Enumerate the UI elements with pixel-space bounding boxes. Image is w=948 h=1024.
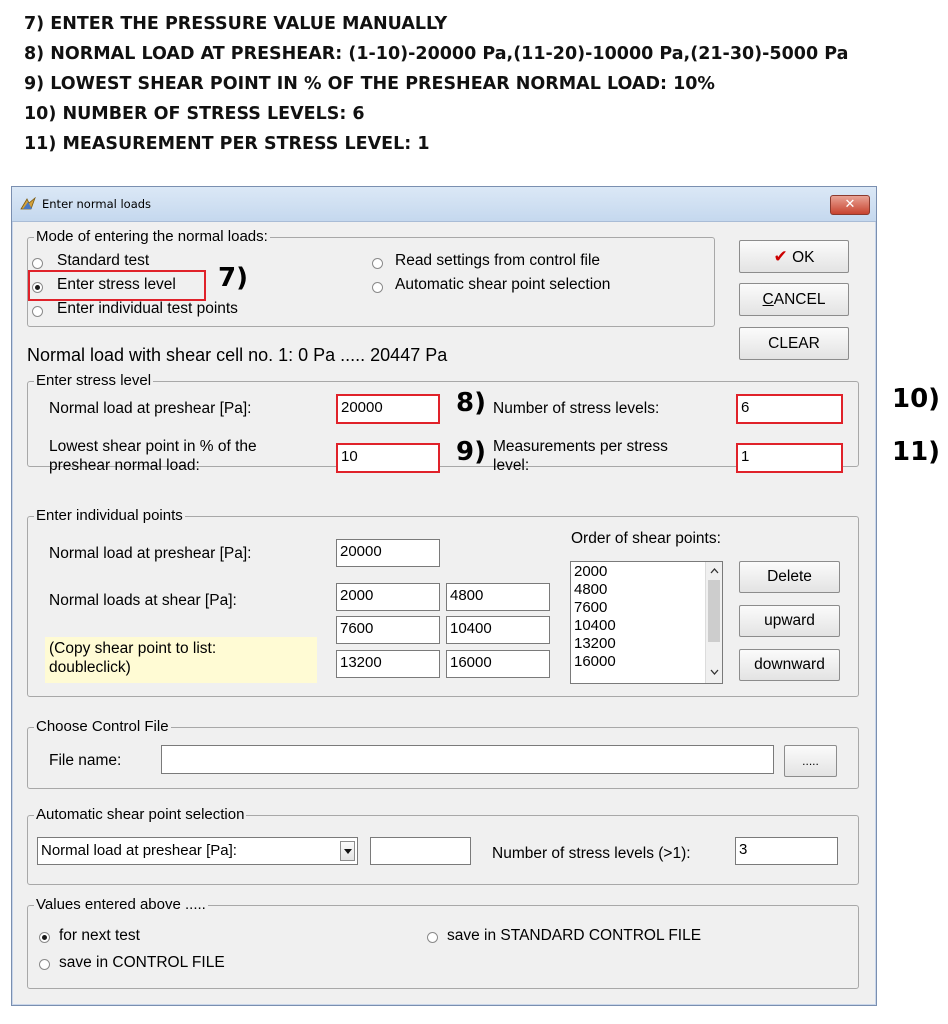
values-entered-group <box>27 896 859 989</box>
check-icon: ✔ <box>773 247 788 266</box>
title-bar[interactable] <box>12 187 876 222</box>
upward-button[interactable]: upward <box>739 605 840 637</box>
label-file-name: File name: <box>49 752 122 769</box>
radio-save-standard-control-file[interactable] <box>427 932 438 943</box>
annotation-10: 10) <box>892 384 941 414</box>
auto-stress-levels-input[interactable]: 3 <box>735 837 838 865</box>
label-auto-shear-point: Automatic shear point selection <box>395 276 611 293</box>
radio-individual-points[interactable] <box>32 306 43 317</box>
list-scrollbar[interactable] <box>705 562 723 683</box>
radio-save-control-file[interactable] <box>39 959 50 970</box>
file-name-input[interactable] <box>161 745 774 774</box>
instruction-10: 10) NUMBER OF STRESS LEVELS: 6 <box>24 104 365 124</box>
hint-line-1: (Copy shear point to list: <box>49 640 217 657</box>
label-normal-loads-shear: Normal loads at shear [Pa]: <box>49 592 237 609</box>
instruction-9: 9) LOWEST SHEAR POINT IN % OF THE PRESHEAR NORMAL LOAD: 10% <box>24 74 715 94</box>
cancel-button[interactable]: CANCEL <box>739 283 849 316</box>
browse-button[interactable]: ..... <box>784 745 837 777</box>
label-preshear-load: Normal load at preshear [Pa]: <box>49 400 252 417</box>
annotation-8: 8) <box>456 388 486 418</box>
annotation-7: 7) <box>218 263 248 293</box>
number-stress-levels-input[interactable]: 6 <box>736 394 843 424</box>
normal-load-info: Normal load with shear cell no. 1: 0 Pa ..... 20447 Pa <box>27 345 448 365</box>
preshear-select-value: Normal load at preshear [Pa]: <box>41 842 237 859</box>
label-individual-preshear: Normal load at preshear [Pa]: <box>49 545 252 562</box>
values-entered-legend: Values entered above ..... <box>36 896 206 913</box>
list-item[interactable]: 4800 <box>574 581 608 598</box>
app-icon <box>20 197 36 211</box>
label-save-control-file: save in CONTROL FILE <box>59 954 225 971</box>
individual-legend: Enter individual points <box>36 507 183 524</box>
control-file-legend: Choose Control File <box>36 718 169 735</box>
label-individual-points: Enter individual test points <box>57 300 238 317</box>
select-dropdown-button[interactable] <box>340 841 355 861</box>
label-measurements-2: level: <box>493 457 530 474</box>
instruction-7: 7) ENTER THE PRESSURE VALUE MANUALLY <box>24 14 448 34</box>
shear-input-3[interactable]: 7600 <box>336 616 440 644</box>
ok-label: OK <box>792 249 815 266</box>
delete-button[interactable]: Delete <box>739 561 840 593</box>
radio-standard-test[interactable] <box>32 258 43 269</box>
label-measurements-1: Measurements per stress <box>493 438 668 455</box>
list-item[interactable]: 7600 <box>574 599 608 616</box>
measurements-input[interactable]: 1 <box>736 443 843 473</box>
auto-value-input[interactable] <box>370 837 471 865</box>
downward-button[interactable]: downward <box>739 649 840 681</box>
shear-input-6[interactable]: 16000 <box>446 650 550 678</box>
lowest-shear-input[interactable]: 10 <box>336 443 440 473</box>
list-item[interactable]: 10400 <box>574 617 616 634</box>
annotation-9: 9) <box>456 437 486 467</box>
label-order-shear-points: Order of shear points: <box>571 530 721 547</box>
window-title: Enter normal loads <box>42 197 152 211</box>
label-auto-stress-levels: Number of stress levels (>1): <box>492 845 691 862</box>
radio-for-next-test[interactable] <box>39 932 50 943</box>
annotation-11: 11) <box>892 437 941 467</box>
shear-input-4[interactable]: 10400 <box>446 616 550 644</box>
stress-level-legend: Enter stress level <box>36 372 152 389</box>
label-number-stress-levels: Number of stress levels: <box>493 400 660 417</box>
highlight-stress-level <box>28 270 206 301</box>
individual-preshear-input[interactable]: 20000 <box>336 539 440 567</box>
label-lowest-shear-1: Lowest shear point in % of the <box>49 438 257 455</box>
auto-shear-legend: Automatic shear point selection <box>36 806 245 823</box>
label-lowest-shear-2: preshear normal load: <box>49 457 200 474</box>
preshear-select[interactable] <box>37 837 358 865</box>
list-item[interactable]: 2000 <box>574 563 608 580</box>
close-button[interactable]: ✕ <box>830 195 870 215</box>
scroll-thumb[interactable] <box>708 580 720 642</box>
label-save-standard-control-file: save in STANDARD CONTROL FILE <box>447 927 702 944</box>
label-read-control-file: Read settings from control file <box>395 252 601 269</box>
shear-input-1[interactable]: 2000 <box>336 583 440 611</box>
instruction-11: 11) MEASUREMENT PER STRESS LEVEL: 1 <box>24 134 430 154</box>
scroll-up-icon[interactable] <box>710 568 719 574</box>
hint-box <box>45 637 317 683</box>
label-enter-stress-level: Enter stress level <box>57 276 176 293</box>
radio-auto-shear-point[interactable] <box>372 282 383 293</box>
shear-input-5[interactable]: 13200 <box>336 650 440 678</box>
shear-points-list[interactable] <box>570 561 723 684</box>
ok-button[interactable] <box>739 240 849 273</box>
list-item[interactable]: 16000 <box>574 653 616 670</box>
label-for-next-test: for next test <box>59 927 140 944</box>
clear-button[interactable]: CLEAR <box>739 327 849 360</box>
shear-input-2[interactable]: 4800 <box>446 583 550 611</box>
radio-read-control-file[interactable] <box>372 258 383 269</box>
hint-line-2: doubleclick) <box>49 659 131 676</box>
enter-normal-loads-dialog <box>11 186 877 1006</box>
instruction-8: 8) NORMAL LOAD AT PRESHEAR: (1-10)-20000 Pa,(11-20)-10000 Pa,(21-30)-5000 Pa <box>24 44 849 64</box>
preshear-load-input[interactable]: 20000 <box>336 394 440 424</box>
list-item[interactable]: 13200 <box>574 635 616 652</box>
scroll-down-icon[interactable] <box>710 669 719 675</box>
mode-legend: Mode of entering the normal loads: <box>36 228 268 245</box>
chevron-down-icon <box>344 849 352 854</box>
label-standard-test: Standard test <box>57 252 150 269</box>
